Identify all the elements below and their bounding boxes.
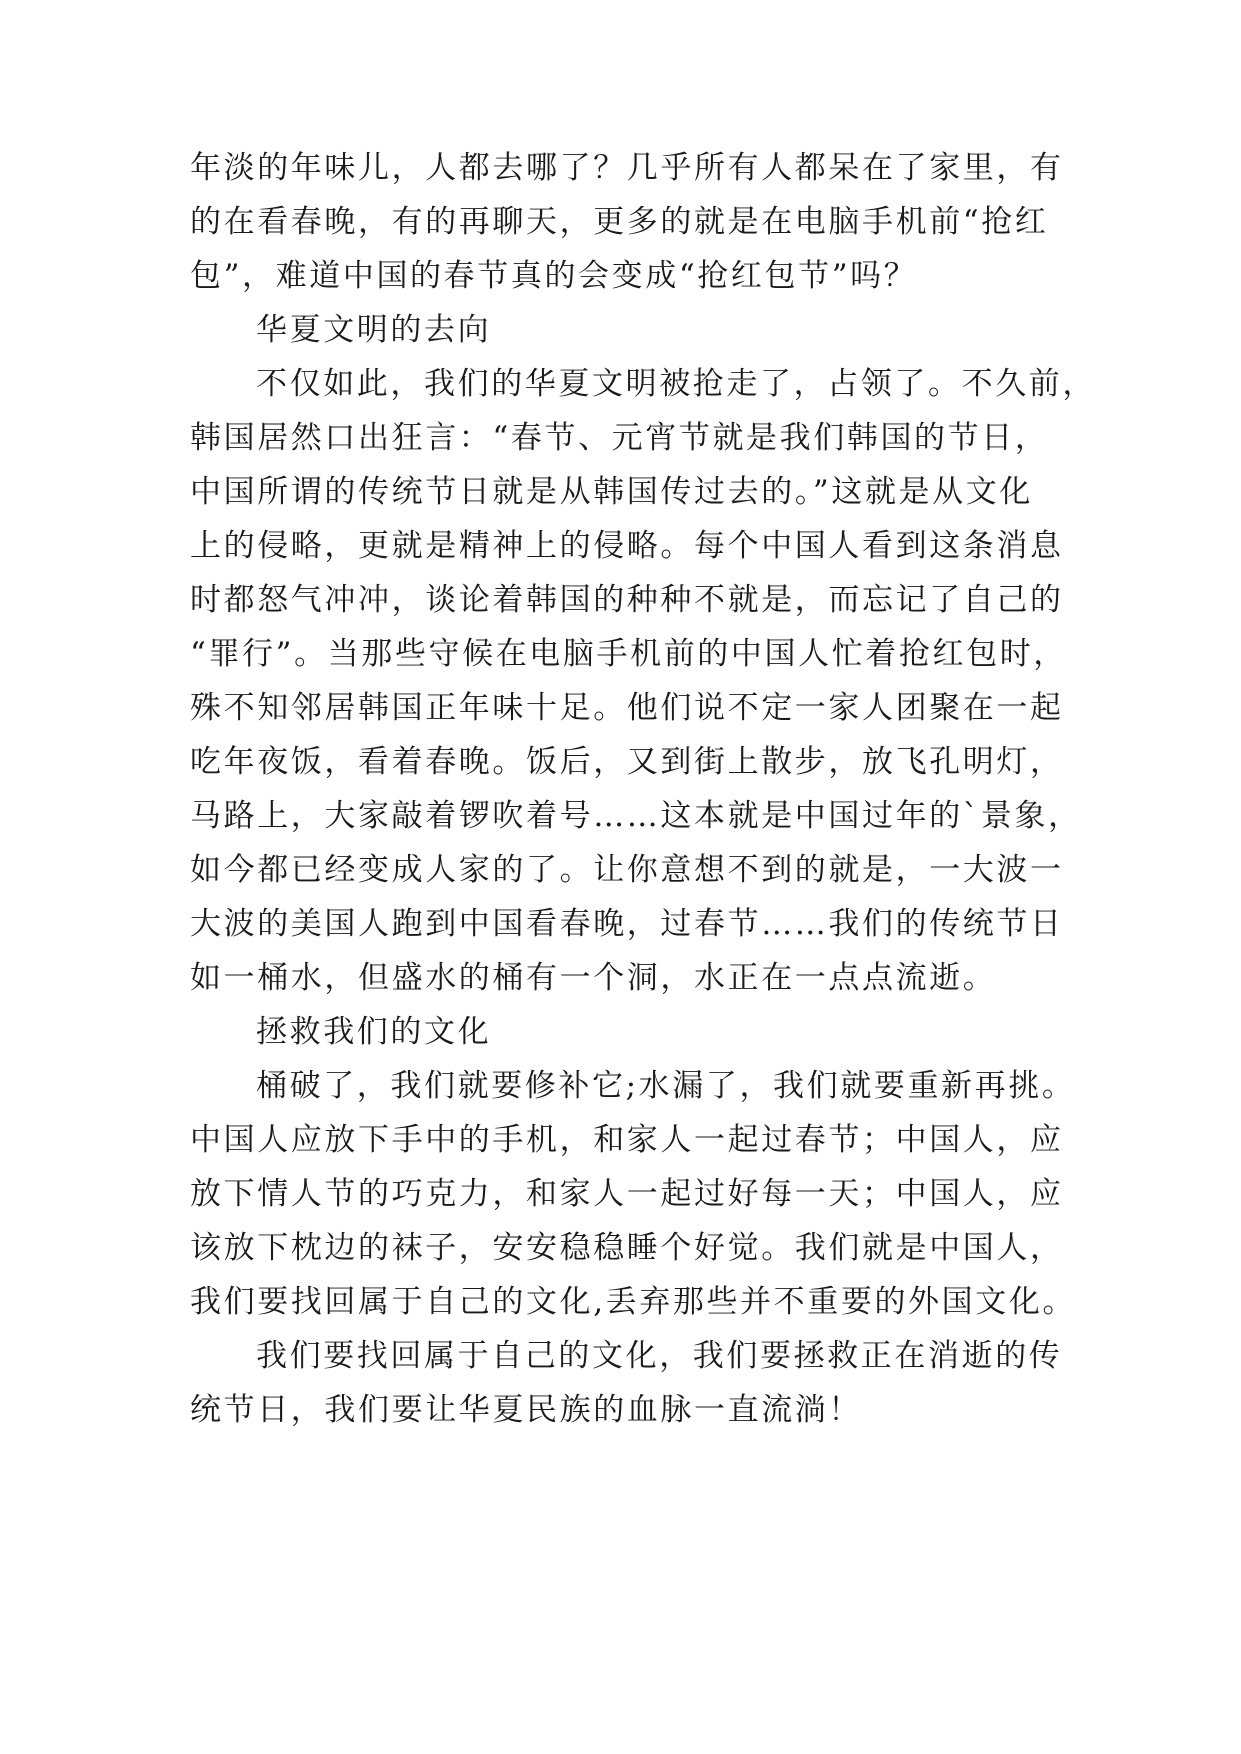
text-line: 我们要找回属于自己的文化，我们要拯救正在消逝的传 (256, 1338, 1063, 1374)
text-line: 不仅如此，我们的华夏文明被抢走了，占领了。不久前， (256, 366, 1096, 402)
text-line: 包”，难道中国的春节真的会变成“抢红包节”吗？ (190, 258, 918, 294)
text-line: “罪行”。当那些守候在电脑手机前的中国人忙着抢红包时， (190, 636, 1067, 672)
text-line: 大波的美国人跑到中国看春晚，过春节……我们的传统节日 (190, 906, 1064, 942)
text-line: 马路上，大家敲着锣吹着号……这本就是中国过年的`景象， (190, 798, 1082, 834)
text-line: 如一桶水，但盛水的桶有一个洞，水正在一点点流逝。 (190, 960, 997, 996)
text-line: 如今都已经变成人家的了。让你意想不到的就是，一大波一 (190, 852, 1064, 888)
section-heading: 华夏文明的去向 (256, 312, 492, 348)
text-line: 殊不知邻居韩国正年味十足。他们说不定一家人团聚在一起 (190, 690, 1064, 726)
text-line: 年淡的年味儿，人都去哪了？几乎所有人都呆在了家里，有 (190, 150, 1064, 186)
text-line: 统节日，我们要让华夏民族的血脉一直流淌！ (190, 1392, 862, 1428)
text-line: 的在看春晚，有的再聊天，更多的就是在电脑手机前“抢红 (190, 204, 1049, 240)
text-line: 中国所谓的传统节日就是从韩国传过去的。”这就是从文化 (190, 474, 1033, 510)
text-line: 吃年夜饭，看着春晚。饭后，又到街上散步，放飞孔明灯， (190, 744, 1064, 780)
text-line: 上的侵略，更就是精神上的侵略。每个中国人看到这条消息 (190, 528, 1064, 564)
text-line: 中国人应放下手中的手机，和家人一起过春节；中国人，应 (190, 1122, 1064, 1158)
text-line: 韩国居然口出狂言：“春节、元宵节就是我们韩国的节日， (190, 420, 1049, 456)
text-line: 该放下枕边的袜子，安安稳稳睡个好觉。我们就是中国人， (190, 1230, 1064, 1266)
text-line: 放下情人节的巧克力，和家人一起过好每一天；中国人，应 (190, 1176, 1064, 1212)
section-heading: 拯救我们的文化 (256, 1014, 492, 1050)
text-line: 时都怒气冲冲，谈论着韩国的种种不就是，而忘记了自己的 (190, 582, 1064, 618)
text-line: 我们要找回属于自己的文化,丢弃那些并不重要的外国文化。 (190, 1284, 1077, 1320)
text-line: 桶破了，我们就要修补它;水漏了，我们就要重新再挑。 (256, 1068, 1076, 1104)
